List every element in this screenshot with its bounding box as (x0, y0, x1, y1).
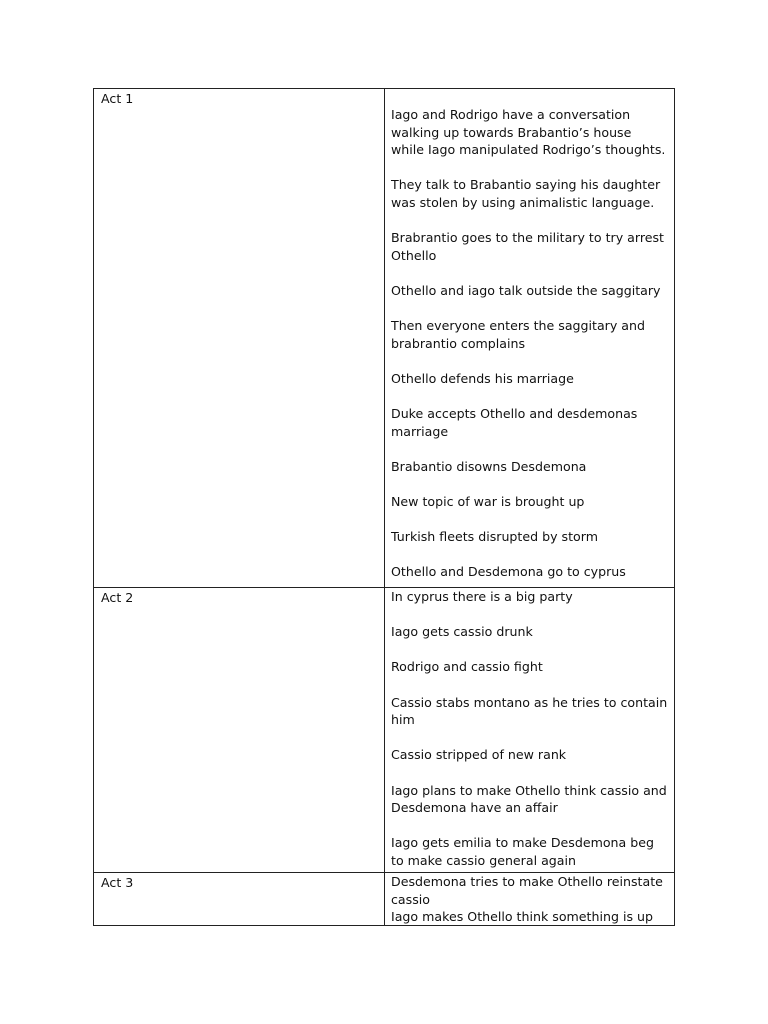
act-events-cell (385, 89, 675, 588)
event-text: In cyprus there is a big party (391, 589, 573, 604)
act-1-events (385, 89, 674, 587)
acts-summary-table (93, 88, 675, 926)
act-3-events (385, 873, 674, 925)
event-text: Iago and Rodrigo have a conversation walking up towards Brabantio’s house while Iago manipulated Rodrigo’s thoughts. (391, 107, 666, 158)
act-label: Act 1 (101, 91, 134, 106)
event-text: Cassio stripped of new rank (391, 747, 567, 763)
event-text: Iago gets emilia to make Desdemona beg to make cassio general again (391, 835, 654, 868)
event-text: Desdemona tries to make Othello reinstate cassio (391, 874, 663, 907)
event-text: Rodrigo and cassio fight (391, 659, 543, 675)
event-text: Then everyone enters the saggitary and brabrantio complains (391, 318, 646, 351)
act-label: Act 2 (101, 590, 134, 605)
event-text: Iago makes Othello think something is up (391, 909, 653, 925)
act-label: Act 3 (101, 875, 134, 890)
event-text: Othello and Desdemona go to cyprus (391, 564, 626, 580)
act-events-cell (385, 873, 675, 926)
event-text: They talk to Brabantio saying his daughter was stolen by using animalistic language. (391, 177, 661, 210)
event-text: Brabantio disowns Desdemona (391, 458, 587, 474)
act-label-cell (94, 873, 385, 926)
event-text: Turkish fleets disrupted by storm (391, 529, 598, 545)
event-text: Othello and iago talk outside the saggitary (391, 282, 661, 298)
event-text: New topic of war is brought up (391, 494, 585, 510)
event-text: Brabrantio goes to the military to try arrest Othello (391, 230, 664, 263)
event-text: Cassio stabs montano as he tries to contain him (391, 694, 668, 728)
event-text: Iago plans to make Othello think cassio and Desdemona have an affair (391, 782, 667, 816)
event-text: Duke accepts Othello and desdemonas marriage (391, 406, 638, 439)
act-2-events (385, 588, 674, 872)
act-label-cell (94, 89, 385, 588)
act-label-cell (94, 588, 385, 873)
table-row-act-1 (94, 89, 675, 588)
act-events-cell (385, 588, 675, 873)
event-text: Iago gets cassio drunk (391, 624, 533, 640)
table-row-act-2 (94, 588, 675, 873)
table-row-act-3 (94, 873, 675, 926)
event-text: Othello defends his marriage (391, 370, 574, 386)
